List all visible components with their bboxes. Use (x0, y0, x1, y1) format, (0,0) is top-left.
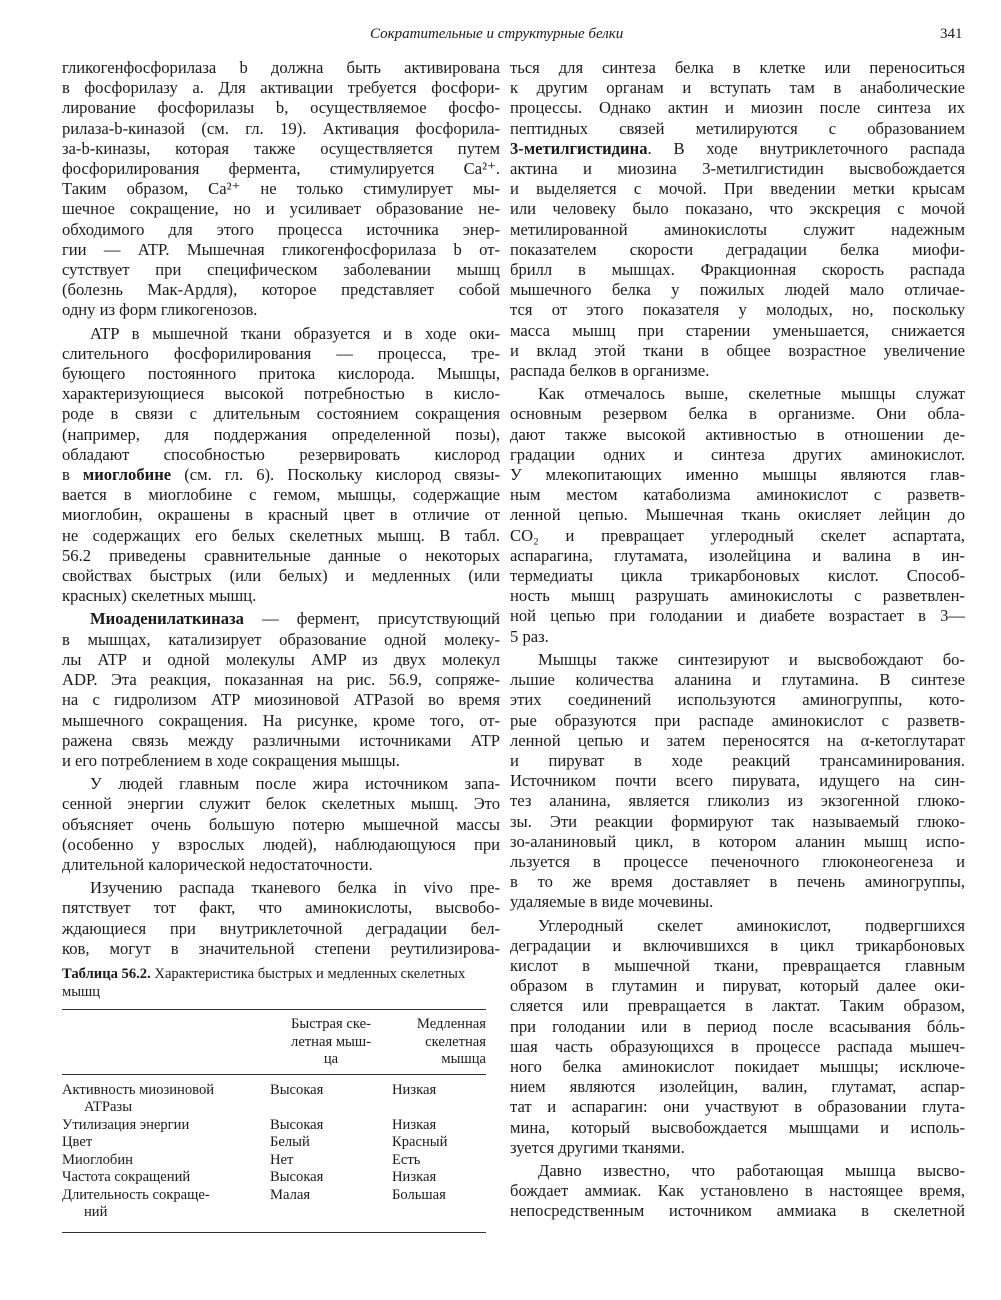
bold-term: 3-метилгистидина (510, 138, 648, 158)
cell-property (62, 1169, 270, 1187)
text-line: мина, который высвобождается мышцами и исполь- (510, 1117, 965, 1137)
text-line: к другим органам и вступать там в анаболические (510, 78, 965, 98)
text-line: мышечного сокращения. На рисунке, кроме того, от- (62, 710, 500, 730)
text-line: льшие количества аланина и глутамина. В синтезе (510, 670, 965, 690)
text-line: и пируват в ходе реакций трансаминирования. (510, 750, 965, 770)
text-line: бождает аммиак. Как установлено в настоящее время, (510, 1181, 965, 1201)
table-row (62, 1152, 486, 1170)
paragraph (62, 774, 500, 875)
paragraph (62, 324, 500, 607)
cell-fast: Высокая (270, 1116, 324, 1133)
property-text: Длительность сокраще- (62, 1186, 210, 1203)
paragraph (510, 916, 965, 1158)
text-line: гликогенфосфорилаза b должна быть активирована (62, 58, 500, 77)
text-line: роде в связи с длительным состоянием сокращения (62, 404, 500, 424)
text-line: дают также высокой активностью в отношении де- (510, 424, 965, 444)
text-line: ражена связь между различными источниками ATP (62, 730, 500, 750)
text-segment: — фермент, присутствующий (243, 609, 500, 629)
table-row (62, 1082, 486, 1117)
text-line: в фосфорилазу а. Для активации требуется фосфори- (62, 78, 500, 98)
cell-fast: Высокая (270, 1081, 324, 1098)
text-line: объясняет очень большую потерю мышечной массы (62, 814, 500, 834)
table-56-2 (62, 966, 486, 1233)
text-line: тся от этого показателя у молодых, но, поскольку (510, 300, 965, 320)
header-slow-muscle: Медленная скелетная мышца (416, 1016, 486, 1067)
cell-property (62, 1187, 270, 1222)
text-line: Таким образом, Ca²⁺ не только стимулирует мы- (62, 179, 500, 199)
cell-fast: Белый (270, 1134, 310, 1150)
cell-slow: Низкая (392, 1116, 437, 1133)
table-caption-label: Таблица 56.2. (62, 966, 151, 982)
text-line: CO₂ и превращает углеродный скелет аспартата, (510, 525, 965, 545)
cell-slow: Красный (392, 1134, 448, 1150)
cell-slow: Есть (392, 1151, 421, 1168)
text-line: и его потреблением в ходе сокращения мышцы. (62, 750, 400, 770)
table-body (62, 1075, 486, 1232)
property-text-cont: ATPазы (84, 1099, 132, 1115)
text-line: одну из форм гликогенозов. (62, 300, 258, 320)
text-line: гии — ATP. Мышечная гликогенфосфорилаза b от- (62, 239, 500, 259)
text-line: или человеку было показано, что экскреция с мочой (510, 199, 965, 219)
text-line: этих соединений используются аминогруппы, кото- (510, 690, 965, 710)
text-line: Источником почти всего пирувата, идущего на син- (510, 771, 965, 791)
text-line: рые образуются при распаде аминокислот с разветв- (510, 710, 965, 730)
table-row (62, 1187, 486, 1222)
paragraph (510, 384, 965, 647)
cell-property (62, 1082, 270, 1117)
text-line: сутствует при специфическом заболевании мышц (62, 260, 500, 280)
text-line: метилированной аминокислоты служит надежным (510, 219, 965, 239)
text-line: шая часть образующихся в процессе распада мышеч- (510, 1036, 965, 1056)
cell-slow: Большая (392, 1186, 446, 1203)
text-line: бующего постоянного притока кислорода. Мышцы, (62, 364, 500, 384)
text-line: не содержащих его белых скелетных мышц. В табл. (62, 525, 500, 545)
text-line: ться для синтеза белка в клетке или переноситься (510, 58, 965, 77)
text-line: свойствах быстрых (или белых) и медленных (или (62, 566, 500, 586)
table-bottom-rule (62, 1232, 486, 1233)
text-line: лирование фосфорилазы b, осуществляемое фосфо- (62, 98, 500, 118)
text-line: шечное сокращение, но и усиливает образование не- (62, 199, 500, 219)
text-line: основным резервом белка в организме. Они обла- (510, 404, 965, 424)
paragraph (62, 609, 500, 771)
text-line: термедиаты цикла трикарбоновых кислот. Способ- (510, 566, 965, 586)
text-line: в то же время доставляет в печень аминогруппы, (510, 872, 965, 892)
text-line: и вклад этой ткани в общее возрастное увеличение (510, 340, 965, 360)
property-text: Цвет (62, 1134, 93, 1150)
text-line: тез аланина, является гликолиз из экзогенной глюко- (510, 791, 965, 811)
text-line: ного белка аминокислот покидает мышцы; исключе- (510, 1056, 965, 1076)
text-line: льзуется в процессе печеночного глюконеогенеза и (510, 851, 965, 871)
text-line: У людей главным после жира источником запа- (90, 774, 500, 794)
text-line: ленной цепью. Мышечная ткань окисляет лейцин до (510, 505, 965, 525)
text-line: характеризующиеся высокой потребностью в кисло- (62, 384, 500, 404)
text-line: фосфорилирования фермента, стимулируется Ca²⁺. (62, 159, 500, 179)
table-row (62, 1169, 486, 1187)
text-line: актина и миозина 3-метилгистидин высвобождается (510, 159, 965, 179)
header-fast-muscle: Быстрая ске- летная мыш- ца (291, 1016, 371, 1067)
text-line: зо-аланиновый цикл, в котором аланин мышц испо- (510, 831, 965, 851)
text-segment: в (62, 465, 83, 485)
text-line: сенной энергии служит белок скелетных мышц. Это (62, 794, 500, 814)
text-line: длительной калорической недостаточности. (62, 854, 373, 874)
text-line: Углеродный скелет аминокислот, подвергшихся (538, 915, 965, 935)
page-number: 341 (940, 26, 963, 42)
text-line: удаляемые в виде мочевины. (510, 892, 714, 912)
table-row (62, 1117, 486, 1135)
header-property (62, 1016, 270, 1069)
paragraph (62, 58, 500, 321)
property-text: Активность миозиновой (62, 1081, 215, 1098)
text-line: нием являются изолейцин, валин, глутамат, аспар- (510, 1077, 965, 1097)
text-line (62, 465, 500, 485)
text-segment: . В ходе внутриклеточного распада (647, 138, 965, 158)
text-line: У млекопитающих именно мышцы являются глав- (510, 465, 965, 485)
text-segment: (см. гл. 6). Поскольку кислород связы- (171, 465, 500, 485)
bold-term: Миоаденилаткиназа (90, 609, 244, 629)
right-column (510, 58, 965, 1225)
text-line: сляется или превращается в лактат. Таким образом, (510, 996, 965, 1016)
text-line: аспарагина, глутамата, изолейцина и валина в ин- (510, 545, 965, 565)
text-line: брилл в мышцах. Фракционная скорость распада (510, 260, 965, 280)
property-text: Миоглобин (62, 1151, 133, 1168)
text-line: зуется другими тканями. (510, 1137, 685, 1157)
cell-property (62, 1134, 270, 1152)
cell-fast: Малая (270, 1186, 311, 1203)
text-line: образом в глутамин и пируват, который далее оки- (510, 976, 965, 996)
left-column (62, 58, 500, 962)
running-title: Сократительные и структурные белки (370, 26, 624, 42)
text-line: рилаза-b-киназой (см. гл. 19). Активация фосфорила- (62, 118, 500, 138)
text-line: мышечного белка у пожилых людей мало отличае- (510, 280, 965, 300)
table-row (62, 1134, 486, 1152)
cell-fast: Высокая (270, 1169, 324, 1185)
cell-property (62, 1152, 270, 1170)
text-line: Изучению распада тканевого белка in vivo пре- (90, 878, 500, 898)
text-line: ждающиеся при внутриклеточной деградации бел- (62, 918, 500, 938)
text-line: ADP. Эта реакция, показанная на рис. 56.9, сопряже- (62, 670, 500, 690)
text-line: непосредственным источником аммиака в скелетной (510, 1201, 965, 1221)
text-line: ным местом катаболизма аминокислот с разветв- (510, 485, 965, 505)
text-line: ной цепью при голодании и диабете возрастает в 3— (510, 606, 965, 626)
text-line: (например, для поддержания определенной позы), (62, 424, 500, 444)
text-line: на с гидролизом ATP миозиновой ATPазой во время (62, 690, 500, 710)
text-line: деградации и включившихся в цикл трикарбоновых (510, 935, 965, 955)
text-line: тат и аспарагин: они участвуют в образовании глута- (510, 1097, 965, 1117)
text-line: ленной цепью и затем переносятся на α-кетоглутарат (510, 730, 965, 750)
text-line: миоглобин, окрашены в красный цвет в отличие от (62, 505, 500, 525)
text-line: (особенно у взрослых людей), наблюдающуюся при (62, 834, 500, 854)
text-line: пятствует тот факт, что аминокислоты, высвобо- (62, 898, 500, 918)
text-line: ATP в мышечной ткани образуется и в ходе оки- (90, 323, 500, 343)
text-line (62, 609, 500, 629)
text-line: Как отмечалось выше, скелетные мышцы служат (538, 384, 965, 404)
text-line: распада белков в организме. (510, 361, 710, 381)
text-line: (болезнь Мак-Ардля), которое представляет собой (62, 280, 500, 300)
text-line: показателем скорости деградации белка миофи- (510, 239, 965, 259)
text-line: за-b-киназы, которая также осуществляется путем (62, 138, 500, 158)
cell-slow: Низкая (392, 1081, 437, 1098)
table-header (62, 1010, 486, 1074)
cell-property (62, 1117, 270, 1135)
paragraph (510, 650, 965, 913)
table-caption (62, 966, 486, 1001)
paragraph (510, 1161, 965, 1222)
property-text: Утилизация энергии (62, 1116, 190, 1133)
text-line: процессы. Однако актин и миозин после синтеза их (510, 98, 965, 118)
text-line: обладают способностью резервировать кислород (62, 444, 500, 464)
text-line: обходимого для этого процесса источника энер- (62, 219, 500, 239)
text-line: в мышцах, катализирует образование одной молеку- (62, 629, 500, 649)
text-line: пептидных связей метилируются с образованием (510, 118, 965, 138)
text-line: масса мышц при старении уменьшается, снижается (510, 320, 965, 340)
table-caption-text: Характеристика быстрых и медленных скелетных мышц (62, 966, 466, 1000)
text-line: ность мышц разрушать аминокислоты с разветвлен- (510, 586, 965, 606)
cell-fast: Нет (270, 1151, 294, 1168)
text-line (510, 139, 965, 159)
text-line: 5 раз. (510, 626, 549, 646)
text-line: зы. Эти реакции формируют так называемый глюко- (510, 811, 965, 831)
text-line: Давно известно, что работающая мышца высво- (538, 1160, 965, 1180)
bold-term: миоглобине (82, 465, 172, 485)
text-line: градации одних и синтеза других аминокислот. (510, 444, 965, 464)
text-line: 56.2 приведены сравнительные данные о некоторых (62, 545, 500, 565)
text-line: кислот в мышечной ткани, превращается главным (510, 955, 965, 975)
paragraph (62, 878, 500, 959)
property-text: Частота сокращений (62, 1169, 191, 1185)
text-line: при голодании или в период после всасывания бóль- (510, 1016, 965, 1036)
paragraph (510, 58, 965, 381)
text-line: Мышцы также синтезируют и высвобождают бо- (538, 649, 965, 669)
property-text-cont: ний (84, 1204, 108, 1220)
cell-slow: Низкая (392, 1169, 437, 1185)
text-line: вается в миоглобине с гемом, мышцы, содержащие (62, 485, 500, 505)
text-line: лы ATP и одной молекулы AMP из двух молекул (62, 649, 500, 669)
text-line: ков, могут в значительной степени реутилизирова- (62, 938, 500, 958)
text-line: слительного фосфорилирования — процесса, тре- (62, 343, 500, 363)
text-line: красных) скелетных мышц. (62, 586, 257, 606)
text-line: и выделяется с мочой. При введении метки крысам (510, 179, 965, 199)
